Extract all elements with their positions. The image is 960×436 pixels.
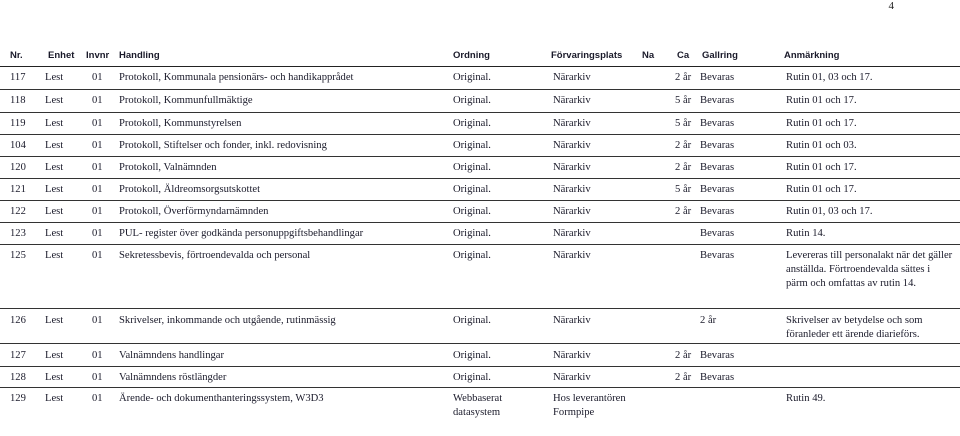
cell-forvaringsplats: Närarkiv [553,118,591,129]
cell-enhet: Lest [45,162,64,173]
header-handling: Handling [119,50,160,61]
cell-handling: Sekretessbevis, förtroendevalda och personal [119,250,311,261]
row-divider [0,222,960,223]
cell-invnr: 01 [92,315,103,326]
cell-na: 2 år [675,350,692,361]
cell-handling: Protokoll, Äldreomsorgsutskottet [119,184,261,195]
cell-enhet: Lest [45,350,64,361]
header-anmarkning: Anmärkning [784,50,840,61]
cell-gallring: Bevaras [700,95,735,106]
row-divider [0,156,960,157]
cell-invnr: 01 [92,206,103,217]
cell-gallring: Bevaras [700,372,735,383]
cell-na: 2 år [675,162,692,173]
cell-anmarkning: Rutin 14. [786,228,826,239]
cell-anmarkning: Rutin 01, 03 och 17. [786,206,873,217]
row-divider [0,343,960,344]
cell-forvaringsplats: Närarkiv [553,372,591,383]
cell-handling: Protokoll, Överförmyndarnämnden [119,206,269,217]
cell-anmarkning: Rutin 49. [786,393,826,404]
header-ca: Ca [677,50,690,61]
cell-handling: Skrivelser, inkommande och utgående, rutinmässig [119,315,336,326]
cell-nr: 119 [10,118,26,129]
cell-anmarkning: Rutin 01 och 17. [786,162,857,173]
cell-forvaringsplats: Närarkiv [553,350,591,361]
cell-invnr: 01 [92,393,103,404]
cell-ordning: Original. [453,315,491,326]
cell-enhet: Lest [45,372,64,383]
cell-gallring: Bevaras [700,250,735,261]
cell-ordning: Original. [453,95,491,106]
cell-anmarkning: Rutin 01 och 17. [786,95,857,106]
header-divider [0,66,960,67]
cell-handling: Valnämndens röstlängder [119,372,227,383]
row-divider [0,387,960,388]
cell-forvaringsplats: Närarkiv [553,162,591,173]
cell-enhet: Lest [45,72,64,83]
row-divider [0,244,960,245]
cell-anmarkning: Rutin 01 och 17. [786,118,857,129]
cell-anmarkning: Skrivelser av betydelse och som föranleder ett ärende diarieförs. [786,315,923,340]
cell-gallring: Bevaras [700,162,735,173]
cell-anmarkning: Rutin 01, 03 och 17. [786,72,873,83]
cell-enhet: Lest [45,393,64,404]
cell-nr: 104 [10,140,26,151]
row-divider [0,366,960,367]
cell-ordning: Original. [453,184,491,195]
cell-na: 2 år [675,206,692,217]
header-invnr: Invnr [86,50,110,61]
cell-ordning: Original. [453,162,491,173]
cell-invnr: 01 [92,162,103,173]
cell-invnr: 01 [92,140,103,151]
cell-nr: 120 [10,162,26,173]
cell-forvaringsplats: Närarkiv [553,250,591,261]
cell-na: 2 år [675,140,692,151]
cell-gallring: Bevaras [700,118,735,129]
cell-nr: 117 [10,72,26,83]
cell-gallring: Bevaras [700,184,735,195]
cell-ordning: Original. [453,250,491,261]
cell-ordning: Original. [453,206,491,217]
cell-forvaringsplats: Närarkiv [553,95,591,106]
cell-nr: 128 [10,372,26,383]
row-divider [0,89,960,90]
cell-forvaringsplats: Närarkiv [553,140,591,151]
cell-ordning: Original. [453,118,491,129]
cell-nr: 126 [10,315,26,326]
cell-invnr: 01 [92,372,103,383]
cell-nr: 125 [10,250,26,261]
cell-invnr: 01 [92,228,103,239]
cell-ordning: Original. [453,228,491,239]
cell-handling: PUL- register över godkända personuppgiftsbehandlingar [119,228,364,239]
row-divider [0,200,960,201]
header-enhet: Enhet [48,50,75,61]
cell-enhet: Lest [45,315,64,326]
cell-nr: 129 [10,393,26,404]
cell-nr: 121 [10,184,26,195]
page-number: 4 [888,0,894,12]
cell-nr: 118 [10,95,26,106]
cell-invnr: 01 [92,184,103,195]
row-divider [0,134,960,135]
header-na: Na [642,50,655,61]
cell-handling: Valnämndens handlingar [119,350,225,361]
cell-enhet: Lest [45,184,64,195]
cell-handling: Protokoll, Stiftelser och fonder, inkl. redovisning [119,140,327,151]
cell-forvaringsplats: Hos leverantören Formpipe [553,393,626,418]
cell-enhet: Lest [45,250,64,261]
cell-nr: 123 [10,228,26,239]
cell-handling: Ärende- och dokumenthanteringssystem, W3D3 [119,393,324,404]
cell-forvaringsplats: Närarkiv [553,228,591,239]
cell-gallring: Bevaras [700,350,735,361]
row-divider [0,112,960,113]
header-forvaringsplats: Förvaringsplats [551,50,623,61]
cell-anmarkning: Rutin 01 och 17. [786,184,857,195]
cell-ordning: Webbaserat datasystem [453,393,503,418]
cell-na: 2 år [675,72,692,83]
cell-forvaringsplats: Närarkiv [553,206,591,217]
cell-enhet: Lest [45,95,64,106]
cell-anmarkning: Rutin 01 och 03. [786,140,857,151]
cell-invnr: 01 [92,350,103,361]
cell-enhet: Lest [45,206,64,217]
cell-na: 2 år [675,372,692,383]
cell-invnr: 01 [92,72,103,83]
header-ordning: Ordning [453,50,490,61]
cell-forvaringsplats: Närarkiv [553,72,591,83]
cell-enhet: Lest [45,118,64,129]
cell-nr: 127 [10,350,26,361]
cell-gallring: Bevaras [700,140,735,151]
row-divider [0,308,960,309]
cell-handling: Protokoll, Kommunfullmäktige [119,95,253,106]
cell-invnr: 01 [92,95,103,106]
cell-na: 5 år [675,95,692,106]
cell-handling: Protokoll, Kommunstyrelsen [119,118,242,129]
cell-enhet: Lest [45,228,64,239]
header-gallring: Gallring [702,50,738,61]
cell-invnr: 01 [92,250,103,261]
cell-handling: Protokoll, Kommunala pensionärs- och handikapprådet [119,72,354,83]
cell-nr: 122 [10,206,26,217]
cell-ordning: Original. [453,350,491,361]
row-divider [0,178,960,179]
cell-gallring: 2 år [700,315,717,326]
cell-ordning: Original. [453,72,491,83]
cell-forvaringsplats: Närarkiv [553,315,591,326]
cell-ordning: Original. [453,372,491,383]
cell-gallring: Bevaras [700,206,735,217]
header-nr: Nr. [10,50,23,61]
cell-gallring: Bevaras [700,72,735,83]
cell-na: 5 år [675,184,692,195]
cell-ordning: Original. [453,140,491,151]
cell-forvaringsplats: Närarkiv [553,184,591,195]
cell-na: 5 år [675,118,692,129]
cell-invnr: 01 [92,118,103,129]
cell-enhet: Lest [45,140,64,151]
cell-anmarkning: Levereras till personalakt när det gäller anställda. Förtroendevalda sättes i pärm och omfattas av rutin 14. [786,250,953,289]
cell-handling: Protokoll, Valnämnden [119,162,217,173]
cell-gallring: Bevaras [700,228,735,239]
column-header-row [0,46,960,66]
